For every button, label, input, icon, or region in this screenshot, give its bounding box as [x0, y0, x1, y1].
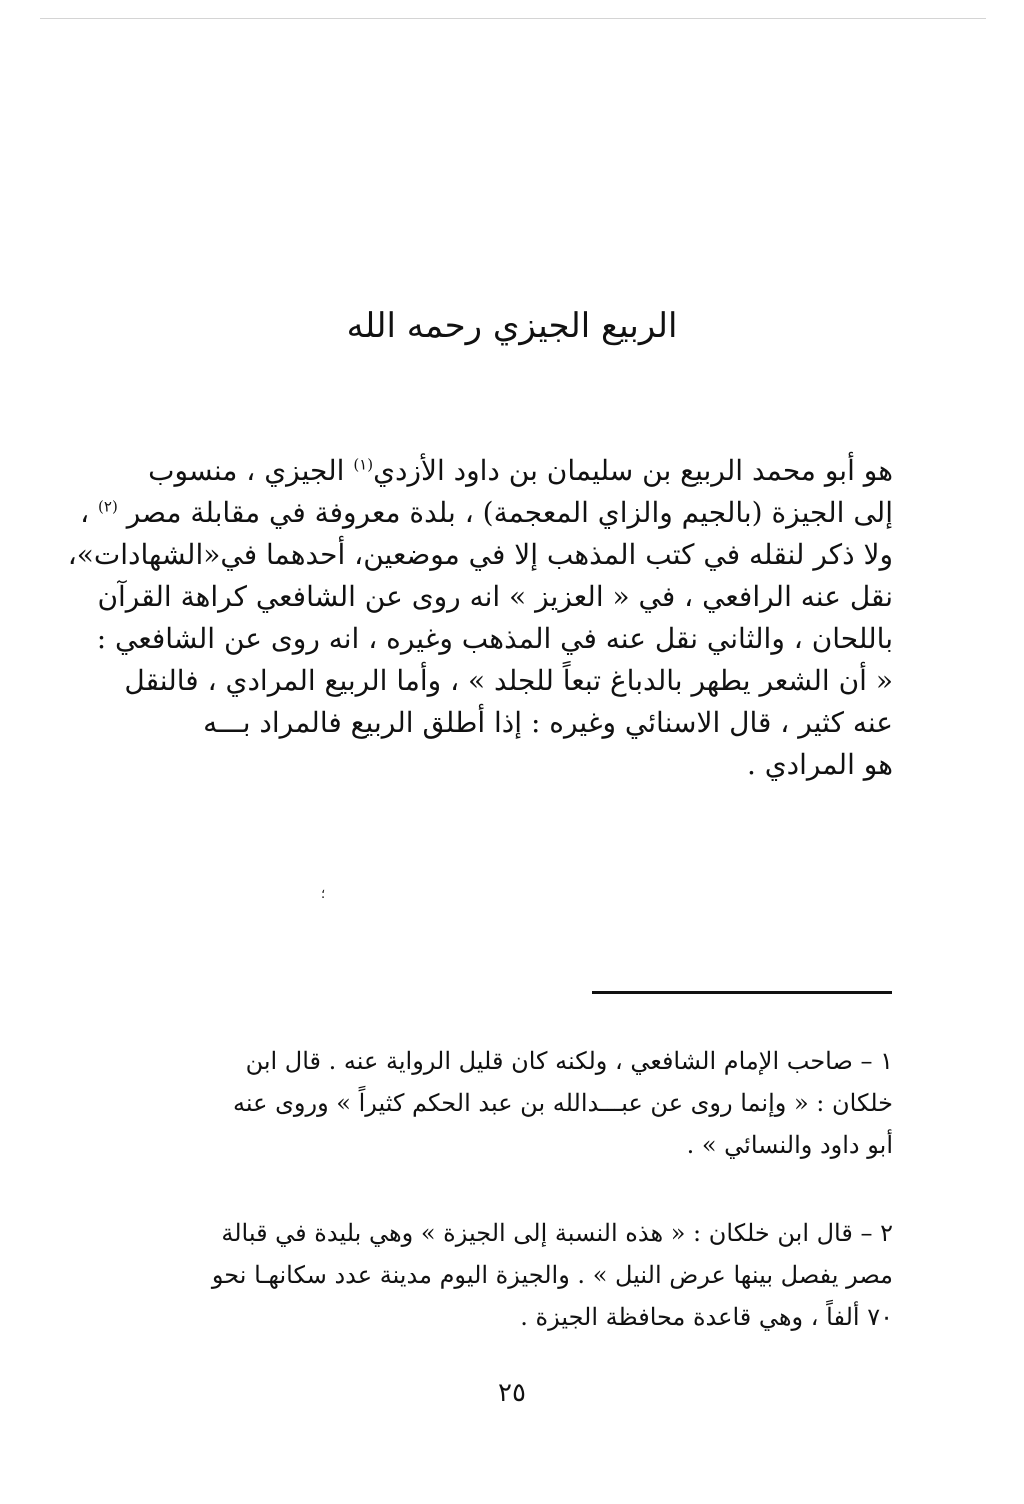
footnote-line: مصر يفصل بينها عرض النيل » . والجيزة اليوم مدينة عدد سكانهـا نحو: [211, 1261, 893, 1289]
paragraph-line: هو المرادي .: [746, 748, 893, 781]
line-text: الجيزي ، منسوب: [148, 454, 354, 487]
footnote-line: ٢ – قال ابن خلكان : « هذه النسبة إلى الجيزة » وهي بليدة في قبالة: [221, 1219, 893, 1247]
footnote-line: خلكان : « وإنما روى عن عبـــدالله بن عبد الحكم كثيراً » وروى عنه: [233, 1089, 893, 1117]
footnote-2: [128, 1212, 893, 1338]
line-text: هو أبو محمد الربيع بن سليمان بن داود الأزدي: [373, 454, 893, 487]
footnote-separator: [592, 991, 892, 994]
main-paragraph: [67, 450, 893, 786]
paragraph-line: [128, 450, 893, 492]
paragraph-line: « أن الشعر يطهر بالدباغ تبعاً للجلد » ، وأما الربيع المرادي ، فالنقل: [124, 664, 893, 697]
paragraph-line: [80, 492, 893, 534]
line-text: إلى الجيزة (بالجيم والزاي المعجمة) ، بلدة معروفة في مقابلة مصر: [117, 496, 893, 529]
paragraph-line: ولا ذكر لنقله في كتب المذهب إلا في موضعين، أحدهما في«الشهادات»،: [67, 538, 893, 571]
paragraph-line: نقل عنه الرافعي ، في « العزيز » انه روى عن الشافعي كراهة القرآن: [97, 580, 893, 613]
footnote-1: [128, 1040, 893, 1166]
paragraph-line: باللحان ، والثاني نقل عنه في المذهب وغيره ، انه روى عن الشافعي :: [96, 622, 893, 655]
footnote-ref-1[interactable]: (١): [353, 455, 374, 474]
stray-mark: ؛: [321, 887, 326, 902]
page-number: ٢٥: [498, 1378, 526, 1408]
footnote-line: أبو داود والنسائي » .: [686, 1131, 893, 1159]
footnote-line: ٧٠ ألفاً ، وهي قاعدة محافظة الجيزة .: [520, 1303, 893, 1331]
top-divider: [40, 18, 986, 19]
footnote-line: ١ – صاحب الإمام الشافعي ، ولكنه كان قليل الرواية عنه . قال ابن: [245, 1047, 893, 1075]
line-text: ،: [80, 496, 99, 529]
footnote-ref-2[interactable]: (٢): [98, 497, 118, 516]
page-title: الربيع الجيزي رحمه الله: [346, 306, 678, 346]
paragraph-line: عنه كثير ، قال الاسنائي وغيره : إذا أطلق الربيع فالمراد بـــه: [203, 706, 893, 739]
